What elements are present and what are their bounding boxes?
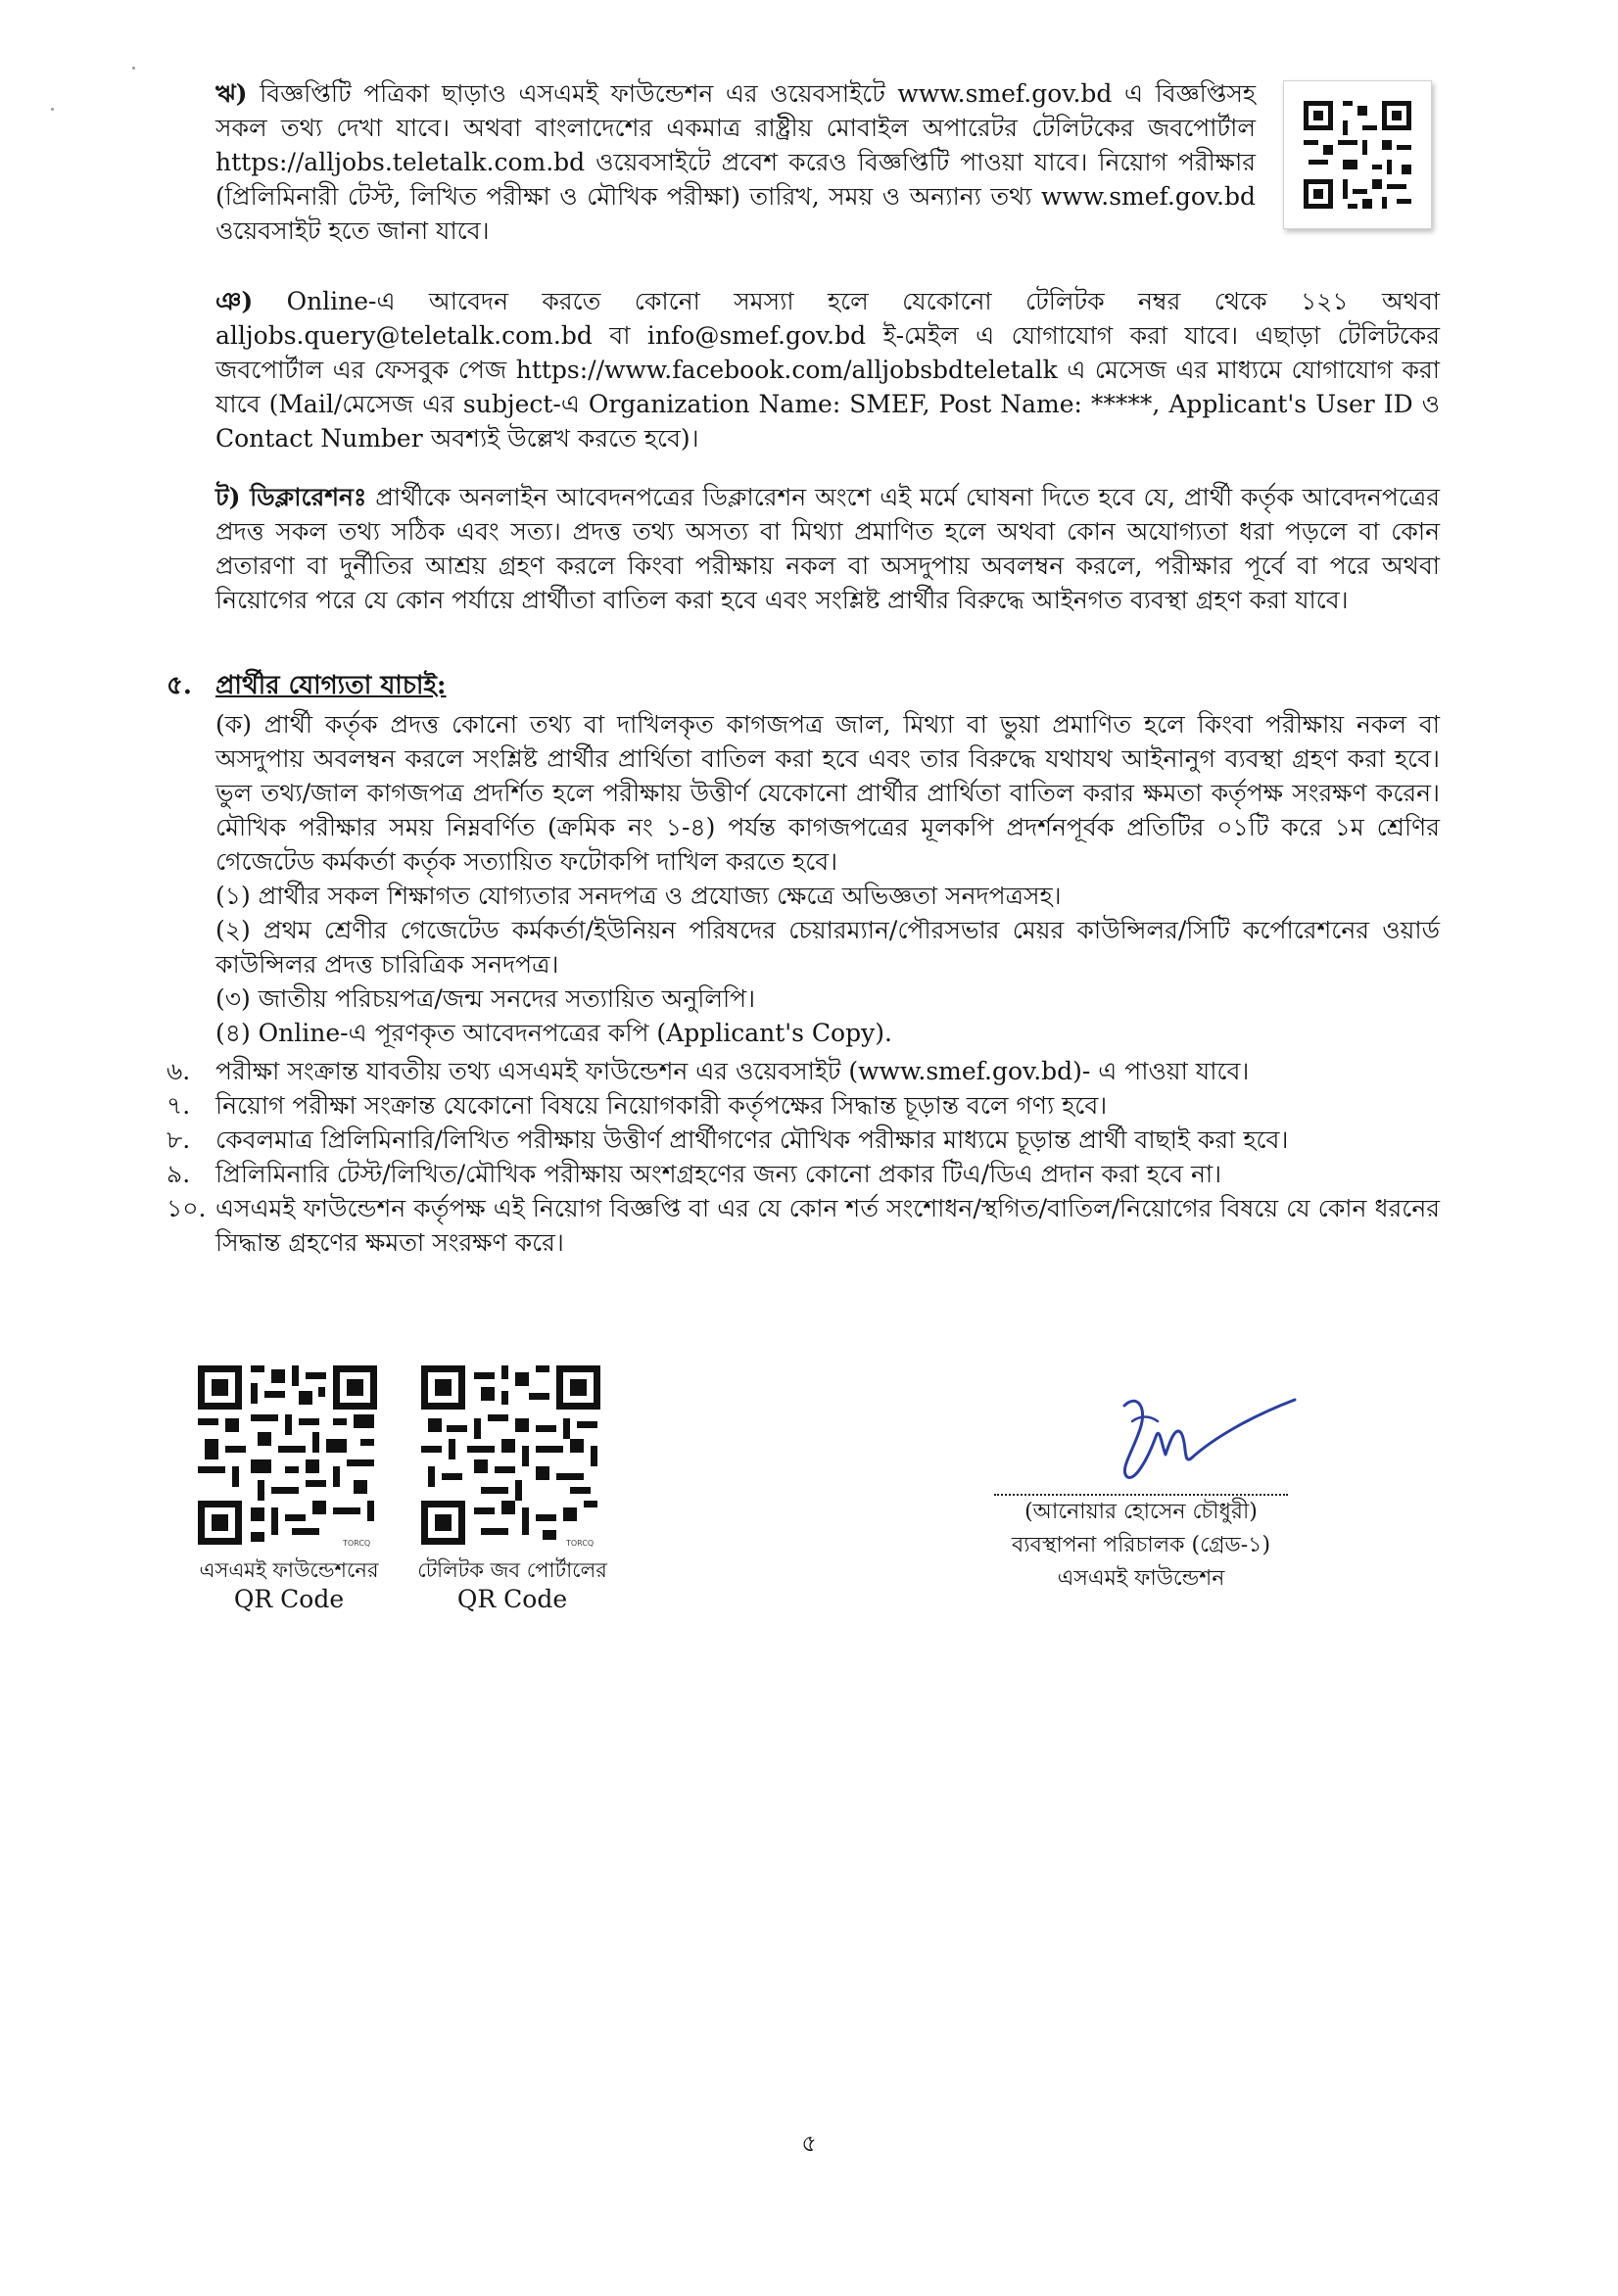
section-title: প্রার্থীর যোগ্যতা যাচাই: (215, 671, 447, 700)
paragraph-lead: ট) ডিক্লারেশনঃ (215, 483, 367, 511)
signatory-designation: ব্যবস্থাপনা পরিচালক (গ্রেড-১) (1011, 1533, 1271, 1557)
signatory-name: (আনোয়ার হোসেন চৌধুরী) (1024, 1500, 1258, 1524)
item-number: ৯. (167, 1160, 191, 1188)
section-number: ৫. (167, 671, 192, 700)
paragraph-text: বিজ্ঞপ্তিটি পত্রিকা ছাড়াও এসএমই ফাউন্ডেশন এর ওয়েবসাইটে www.smef.gov.bd এ বিজ্ঞপ্তিসহ সকল তথ্য দেখা যাবে। অথবা বাংলাদেশের একমাত্র রাষ্ট্রীয় মোবাইল অপারেটর টেলিটকের জবপোর্টাল https://alljobs.teletalk.com.bd ওয়েবসাইটে প্রবেশ করেও বিজ্ঞপ্তিটি পাওয়া যাবে। নিয়োগ পরীক্ষার (প্রিলিমিনারী টেস্ট, লিখিত পরীক্ষা ও মৌখিক পরীক্ষা) তারিখ, সময় ও অন্যান্য তথ্য www.smef.gov.bd ওয়েবসাইট হতে জানা যাবে। (215, 79, 1256, 245)
qr-caption-label: এসএমই ফাউন্ডেশনের (199, 1558, 379, 1582)
numbered-item: এসএমই ফাউন্ডেশন কর্তৃপক্ষ এই নিয়োগ বিজ্ঞপ্তি বা এর যে কোন শর্ত সংশোধন/স্থগিত/বাতিল/নিয়োগের বিষয়ে যে কোন ধরনের সিদ্ধান্ত গ্রহণের ক্ষমতা সংরক্ষণ করে। (215, 1194, 1440, 1257)
paragraph-lead: ঋ) (215, 79, 248, 108)
scan-speck (51, 108, 54, 111)
document-list-item: (২) প্রথম শ্রেণীর গেজেটেড কর্মকর্তা/ইউনিয়ন পরিষদের চেয়ারম্যান/পৌরসভার মেয়র কাউন্সিলর/সিটি কর্পোরেশনের ওয়ার্ড কাউন্সিলর প্রদত্ত চারিত্রিক সনদপত্র। (215, 916, 1440, 979)
page-number: ৫ (801, 2129, 817, 2157)
numbered-item: প্রিলিমিনারি টেস্ট/লিখিত/মৌখিক পরীক্ষায় অংশগ্রহণের জন্য কোনো প্রকার টিএ/ডিএ প্রদান করা হবে না। (215, 1160, 1222, 1188)
document-list-item: (৩) জাতীয় পরিচয়পত্র/জন্ম সনদের সত্যায়িত অনুলিপি। (215, 984, 756, 1013)
item-number: ৬. (167, 1057, 191, 1085)
paragraph-nya (215, 284, 1440, 455)
paragraph-lead: ঞ) (215, 287, 254, 315)
numbered-item: কেবলমাত্র প্রিলিমিনারি/লিখিত পরীক্ষায় উত্তীর্ণ প্রার্থীগণের মৌখিক পরীক্ষার মাধ্যমে চূড়ান্ত প্রার্থী বাছাই করা হবে। (215, 1125, 1289, 1154)
numbered-item: পরীক্ষা সংক্রান্ত যাবতীয় তথ্য এসএমই ফাউন্ডেশন এর ওয়েবসাইট (www.smef.gov.bd)- এ পাওয়া যাবে। (215, 1057, 1250, 1085)
paragraph-text: প্রার্থীকে অনলাইন আবেদনপত্রের ডিক্লারেশন অংশে এই মর্মে ঘোষনা দিতে হবে যে, প্রার্থী কর্তৃক আবেদনপত্রের প্রদত্ত সকল তথ্য সঠিক এবং সত্য। প্রদত্ত তথ্য অসত্য বা মিথ্যা প্রমাণিত হলে অথবা কোন অযোগ্যতা ধরা পড়লে বা কোন প্রতারণা বা দুর্নীতির আশ্রয় গ্রহণ করলে কিংবা পরীক্ষায় নকল বা অসদুপায় অবলম্বন করলে, পরীক্ষার পূর্বে বা পরে অথবা নিয়োগের পরে যে কোন পর্যায়ে প্রার্থীতা বাতিল করা হবে এবং সংশ্লিষ্ট প্রার্থীর বিরুদ্ধে আইনগত ব্যবস্থা গ্রহণ করা যাবে। (215, 483, 1440, 614)
qr-caption-label: টেলিটক জব পোর্টালের (417, 1558, 607, 1582)
numbered-item: নিয়োগ পরীক্ষা সংক্রান্ত যেকোনো বিষয়ে নিয়োগকারী কর্তৃপক্ষের সিদ্ধান্ত চূড়ান্ত বলে গণ্য হবে। (215, 1091, 1108, 1120)
qr-code-smef (196, 1363, 387, 1550)
qr-caption-sub: QR Code (233, 1585, 345, 1613)
document-list-item: (৪) Online-এ পূরণকৃত আবেদনপত্রের কপি (Applicant's Copy). (215, 1019, 892, 1047)
qr-caption-sub: QR Code (456, 1585, 568, 1613)
qr-code-top-image (1284, 81, 1431, 228)
signature-block (979, 1494, 1303, 1596)
section5-intro: (ক) প্রার্থী কর্তৃক প্রদত্ত কোনো তথ্য বা দাখিলকৃত কাগজপত্র জাল, মিথ্যা বা ভুয়া প্রমাণিত হলে কিংবা পরীক্ষায় নকল বা অসদুপায় অবলম্বন করলে সংশ্লিষ্ট প্রার্থীর প্রার্থিতা বাতিল করা হবে এবং তার বিরুদ্ধে যথাযথ আইনানুগ ব্যবস্থা গ্রহণ করা হবে। ভুল তথ্য/জাল কাগজপত্র প্রদর্শিত হলে পরীক্ষায় উত্তীর্ণ যেকোনো প্রার্থীর প্রার্থিতা বাতিল করার ক্ষমতা কর্তৃপক্ষ সংরক্ষণ করেন। মৌখিক পরীক্ষার সময় নিম্নবর্ণিত (ক্রমিক নং ১-৪) পর্যন্ত কাগজপত্রের মূলকপি প্রদর্শনপূর্বক প্রতিটির ০১টি করে ১ম শ্রেণির গেজেটেড কর্মকর্তা কর্তৃক সত্যায়িত ফটোকপি দাখিল করতে হবে। (215, 710, 1440, 876)
qr-caption-teletalk (385, 1555, 640, 1614)
item-number: ৮. (167, 1125, 191, 1154)
item-number: ৭. (167, 1091, 191, 1120)
qr-brand-mark: TORCQ (566, 1539, 595, 1548)
signature-scribble (1097, 1386, 1303, 1494)
qr-brand-mark: TORCQ (343, 1539, 371, 1548)
qr-caption-smef (162, 1555, 416, 1614)
paragraph-text: Online-এ আবেদন করতে কোনো সমস্যা হলে যেকোনো টেলিটক নম্বর থেকে ১২১ অথবা alljobs.query@teletalk.com.bd বা info@smef.gov.bd ই-মেইল এ যোগাযোগ করা যাবে। এছাড়া টেলিটকের জবপোর্টাল এর ফেসবুক পেজ https://www.facebook.com/alljobsbdteletalk এ মেসেজ এর মাধ্যমে যোগাযোগ করা যাবে (Mail/মেসেজ এর subject-এ Organization Name: SMEF, Post Name: *****, Applicant's User ID ও Contact Number অবশ্যই উল্লেখ করতে হবে)। (215, 287, 1440, 453)
qr-code-top (1283, 80, 1432, 229)
scan-speck (132, 67, 135, 70)
qr-code-teletalk (419, 1363, 610, 1550)
qr-code-smef-image (196, 1363, 387, 1550)
item-number: ১০. (167, 1194, 207, 1222)
signatory-organization: এসএমই ফাউন্ডেশন (1057, 1566, 1225, 1591)
document-list-item: (১) প্রার্থীর সকল শিক্ষাগত যোগ্যতার সনদপত্র ও প্রযোজ্য ক্ষেত্রে অভিজ্ঞতা সনদপত্রসহ। (215, 882, 1062, 910)
paragraph-kha (215, 76, 1256, 248)
qr-code-teletalk-image (419, 1363, 610, 1550)
paragraph-declaration (215, 480, 1440, 617)
